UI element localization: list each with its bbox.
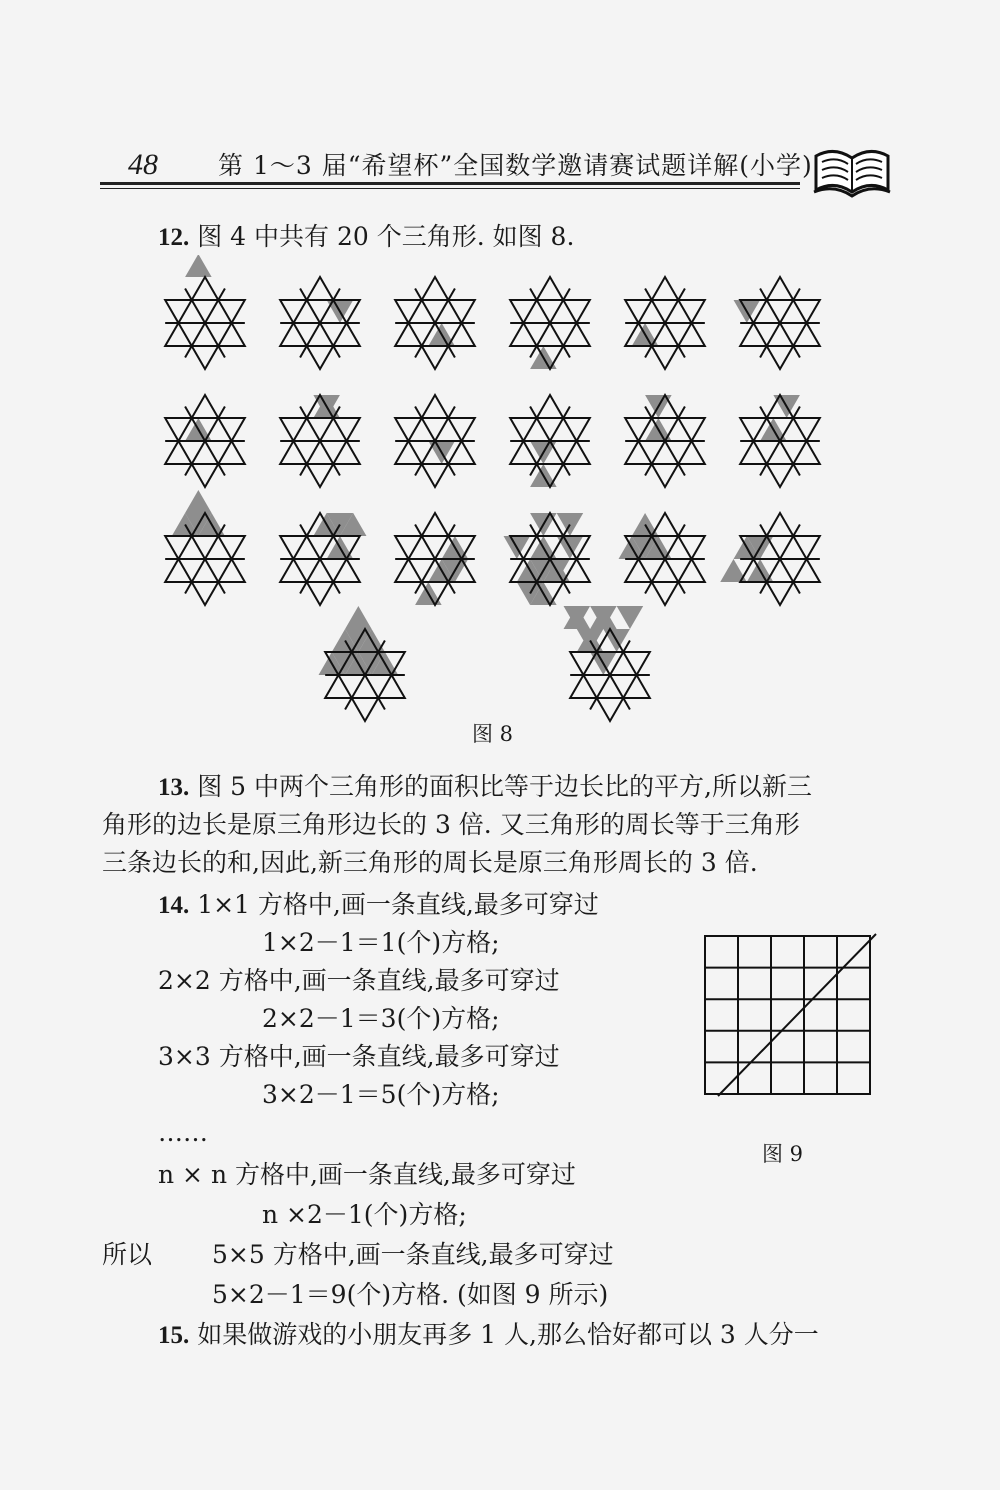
problem-14-text-1: 1×1 方格中,画一条直线,最多可穿过 [197, 890, 599, 919]
problem-13-line-1 [158, 772, 812, 803]
figure-9-grid [700, 930, 880, 1100]
hexagram-5 [625, 277, 705, 369]
shaded-triangle [345, 606, 372, 629]
problem-14-line-4: 2×2－1＝3(个)方格; [262, 1004, 500, 1033]
hexagram-11 [625, 395, 705, 487]
hexagram-7 [165, 395, 245, 487]
star-outline [280, 536, 360, 605]
problem-14-therefore: 所以 [102, 1240, 153, 1269]
problem-14-line-5: 3×3 方格中,画一条直线,最多可穿过 [158, 1042, 560, 1071]
problem-15-number: 15. [158, 1322, 190, 1349]
problem-12-number: 12. [158, 224, 190, 251]
open-book-icon [812, 138, 892, 202]
figure-9-caption: 图 9 [762, 1142, 804, 1166]
shaded-triangle [617, 606, 644, 629]
star-outline [625, 277, 705, 346]
star-outline [510, 277, 590, 346]
problem-12-line [158, 222, 574, 253]
problem-15-line [158, 1320, 819, 1351]
problem-14-line-6: 3×2－1＝5(个)方格; [262, 1080, 500, 1109]
hexagram-4 [510, 277, 590, 369]
problem-14-line-7: …… [158, 1118, 208, 1147]
hexagram-17 [619, 513, 705, 605]
hexagram-10 [510, 395, 590, 487]
header-rule [100, 182, 800, 185]
star-outline [280, 277, 360, 346]
figure-8-stars [150, 255, 830, 725]
hexagram-6 [734, 277, 820, 369]
running-title: 第 1～3 届“希望杯”全国数学邀请赛试题详解(小学) [218, 151, 813, 180]
star-outline [510, 395, 590, 464]
star-outline [165, 277, 245, 346]
hexagram-9 [395, 395, 475, 487]
hexagram-1 [165, 255, 245, 369]
star-outline [165, 418, 245, 487]
hexagram-13 [165, 490, 245, 605]
problem-14-line-10: 5×5 方格中,画一条直线,最多可穿过 [212, 1240, 614, 1269]
hexagram-19 [319, 606, 405, 721]
header-rule-thin [100, 188, 800, 189]
star-outline [625, 418, 705, 487]
problem-13-number: 13. [158, 774, 190, 801]
star-outline [165, 536, 245, 605]
hexagram-14 [280, 513, 366, 605]
star-outline [280, 300, 360, 369]
shaded-triangle [185, 490, 212, 513]
hexagram-18 [720, 513, 820, 605]
hexagram-16 [504, 513, 590, 605]
star-outline [740, 418, 820, 487]
problem-14-line-11: 5×2－1＝9(个)方格. (如图 9 所示) [212, 1280, 609, 1309]
star-outline [395, 395, 475, 464]
shaded-triangle [185, 255, 212, 277]
problem-13-line-3: 三条边长的和,因此,新三角形的周长是原三角形周长的 3 倍. [102, 848, 758, 877]
hexagram-8 [280, 395, 360, 487]
problem-14-line-1 [158, 890, 599, 921]
hexagram-2 [280, 277, 360, 369]
hexagram-15 [395, 513, 475, 605]
problem-14-line-3: 2×2 方格中,画一条直线,最多可穿过 [158, 966, 560, 995]
star-outline [165, 300, 245, 369]
hexagram-12 [740, 395, 820, 487]
problem-14-line-9: n ×2－1(个)方格; [262, 1200, 467, 1229]
hexagram-3 [395, 277, 475, 369]
problem-14-line-2: 1×2－1＝1(个)方格; [262, 928, 500, 957]
problem-14-number: 14. [158, 892, 190, 919]
page-number: 48 [128, 148, 158, 181]
problem-13-line-2: 角形的边长是原三角形边长的 3 倍. 又三角形的周长等于三角形 [102, 810, 800, 839]
problem-14-line-8: n × n 方格中,画一条直线,最多可穿过 [158, 1160, 576, 1189]
star-outline [280, 418, 360, 487]
hexagram-20 [564, 606, 650, 721]
problem-15-text: 如果做游戏的小朋友再多 1 人,那么恰好都可以 3 人分一 [197, 1320, 819, 1349]
problem-13-text-1: 图 5 中两个三角形的面积比等于边长比的平方,所以新三 [197, 772, 812, 801]
star-outline [625, 300, 705, 369]
figure-8-caption: 图 8 [472, 722, 514, 746]
problem-12-text: 图 4 中共有 20 个三角形. 如图 8. [197, 222, 575, 251]
